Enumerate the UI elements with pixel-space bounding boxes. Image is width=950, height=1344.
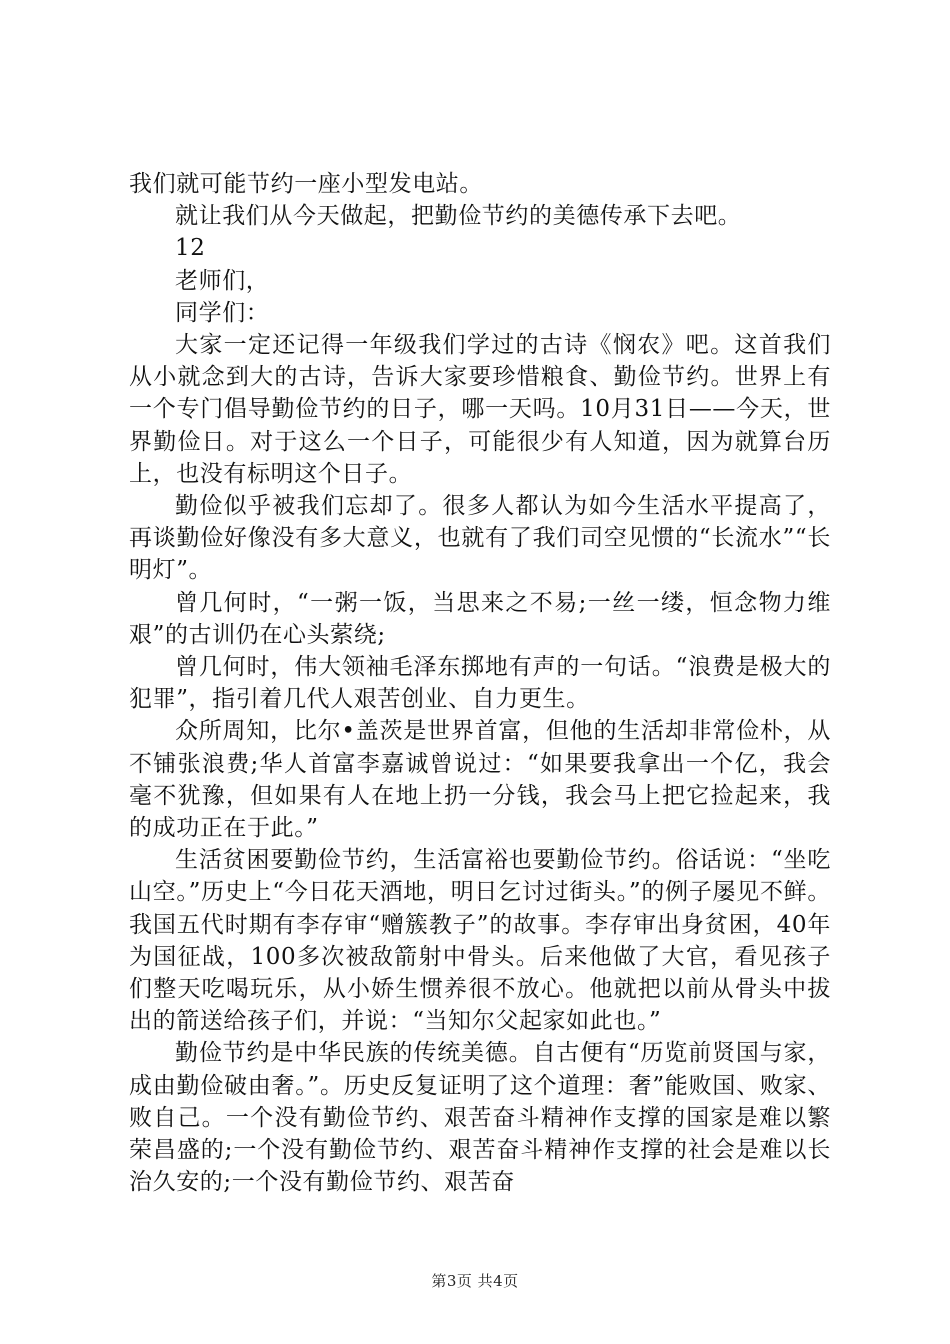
salutation-teachers: 老师们， (175, 267, 270, 294)
paragraph-continuation: 我们就可能节约一座小型发电站。 (129, 171, 483, 197)
paragraph: 曾几何时，伟大领袖毛泽东掷地有声的一句话。“浪费是极大的犯罪”，指引着几代人艰苦创业、自力更生。 (129, 654, 831, 713)
paragraph: 勤俭节约是中华民族的传统美德。自古便有“历览前贤国与家，成由勤俭破由奢。”。历史反复证明了这个道理：奢”能败国、败家、败自己。一个没有勤俭节约、艰苦奋斗精神作支撑的国家是难以繁荣昌盛的;一个没有勤俭节约、艰苦奋斗精神作支撑的社会是难以长治久安的;一个没有勤俭节约、艰苦奋 (129, 1040, 831, 1196)
salutation-students: 同学们： (175, 299, 270, 326)
section-number: 12 (175, 235, 206, 262)
paragraph: 勤俭似乎被我们忘却了。很多人都认为如今生活水平提高了，再谈勤俭好像没有多大意义，也就有了我们司空见惯的“长流水”“长明灯”。 (129, 493, 831, 584)
page-footer: 第3页 共4页 (431, 1272, 519, 1290)
paragraph: 生活贫困要勤俭节约，生活富裕也要勤俭节约。俗话说：“坐吃山空。”历史上“今日花天酒地，明日乞讨过街头。”的例子屡见不鲜。我国五代时期有李存审“赠簇教子”的故事。李存审出身贫困，40年为国征战，100多次被敌箭射中骨头。后来他做了大官，看见孩子们整天吃喝玩乐，从小娇生惯养很不放心。他就把以前从骨头中拔出的箭送给孩子们，并说：“当知尔父起家如此也。” (129, 847, 831, 1035)
paragraph: 大家一定还记得一年级我们学过的古诗《悯农》吧。这首我们从小就念到大的古诗，告诉大家要珍惜粮食、勤俭节约。世界上有一个专门倡导勤俭节约的日子，哪一天吗。10月31日——今天，世界勤俭日。对于这么一个日子，可能很少有人知道，因为就算台历上，也没有标明这个日子。 (129, 332, 831, 487)
paragraph: 众所周知，比尔•盖茨是世界首富，但他的生活却非常俭朴，从不铺张浪费;华人首富李嘉诚曾说过：“如果要我拿出一个亿，我会毫不犹豫，但如果有人在地上扔一分钱，我会马上把它捡起来，我的成功正在于此。” (129, 718, 831, 842)
paragraph-closing: 就让我们从今天做起，把勤俭节约的美德传承下去吧。 (175, 203, 742, 230)
paragraph: 曾几何时，“一粥一饭，当思来之不易;一丝一缕，恒念物力维艰”的古训仍在心头萦绕; (129, 589, 831, 648)
document-body (129, 168, 831, 1199)
